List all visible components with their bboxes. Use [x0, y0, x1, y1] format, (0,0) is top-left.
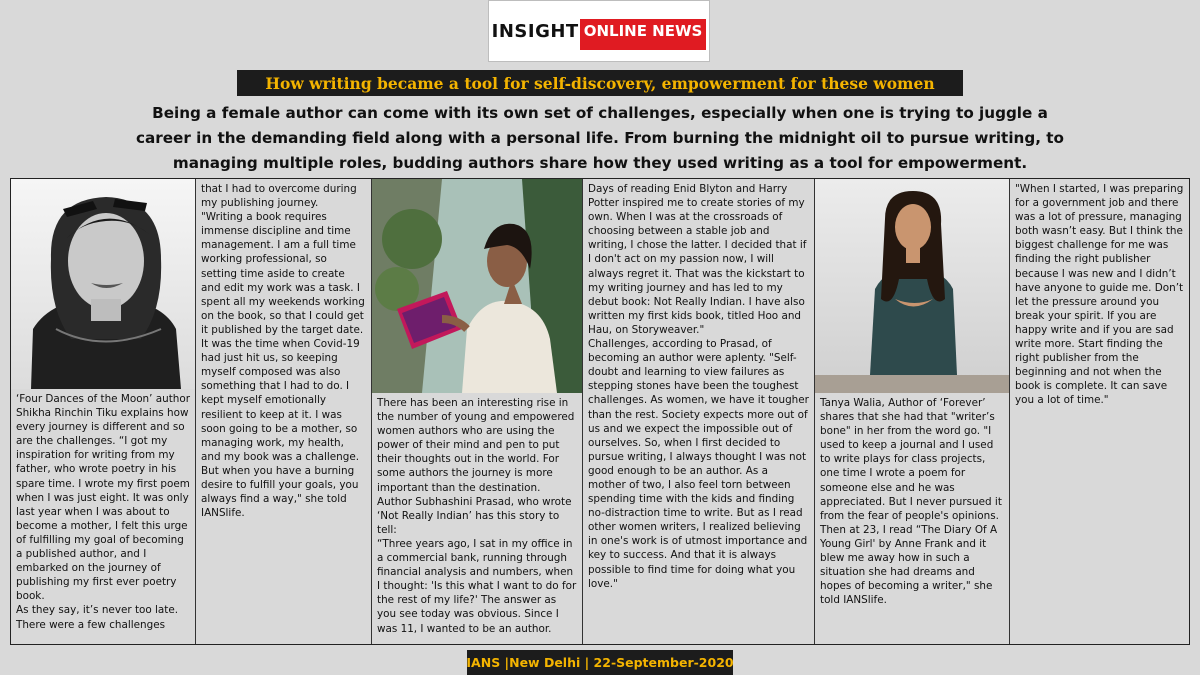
logo-text-insight: INSIGHT — [491, 20, 579, 42]
column-2 — [196, 179, 372, 644]
author-photo-tanya — [815, 179, 1009, 393]
column-2-text: that I had to overcome during my publishing journey. "Writing a book requires immense discipline and time management. I am a full time working professional, so setting time aside to create and edit my work was a task. I spent all my weekends working on the book, so that I could get it published by the target date. It was the time when Covid-19 had just hit us, so keeping myself composed was also something that I had to do. I kept myself emotionally resilient to keep at it. I was soon going to be a mother, so managing work, my health, and my book was a challenge. But when you have a burning desire to fulfill your goals, you always find a way," she told IANSlife. — [201, 183, 365, 520]
column-1-text: ‘Four Dances of the Moon’ author Shikha Rinchin Tiku explains how every journey is different and so are the challenges. “I got my inspiration for writing from my father, who wrote poetry in his spare time. I wrote my first poem when I was just eight. It was only last year when I was about to become a mother, I felt this urge of fulfilling my goal of becoming a published author, and I embarked on the journey of publishing my first ever poetry book. As they say, it’s never too late. There were a few challenges — [16, 393, 190, 631]
article-intro: Being a female author can come with its own set of challenges, especially when one is trying to juggle a career in the demanding field along with a personal life. From burning the midnight oil to pursue writing, to managing multiple roles, budding authors share how they used writing as a tool for empowerment. — [136, 104, 1064, 172]
article-columns — [10, 178, 1190, 645]
portrait-illustration-3 — [815, 179, 1009, 393]
column-5-text: Tanya Walia, Author of ‘Forever’ shares that she had that "writer’s bone" in her from the word go. "I used to keep a journal and I used to write plays for class projects, one time I wrote a poem for someone else and he was appreciated. But I never pursued it from the fear of people's opinions. Then at 23, I read “The Diary Of A Young Girl' by Anne Frank and it blew me away how in such a situation she had dreams and hopes of becoming a writer," she told IANSlife. — [820, 397, 1002, 607]
byline-dateline: IANS |New Delhi | 22-September-2020 — [467, 650, 733, 675]
column-3 — [372, 179, 583, 644]
author-photo-shikha — [11, 179, 195, 389]
logo-text-online-news: ONLINE NEWS — [580, 19, 707, 50]
article-headline: How writing became a tool for self-discovery, empowerment for these women — [237, 70, 963, 96]
author-photo-subhashini — [372, 179, 582, 393]
column-1 — [11, 179, 196, 644]
publication-logo — [488, 0, 710, 62]
portrait-illustration-2 — [372, 179, 582, 393]
portrait-illustration-1 — [11, 179, 195, 389]
column-6-text: "When I started, I was preparing for a government job and there was a lot of pressure, managing both wasn’t easy. But I think the biggest challenge for me was finding the right publisher because I was new and I didn’t have anyone to guide me. Don’t let the pressure around you break your spirit. If you are happy write and if you are sad write more. Start finding the right publisher from the beginning and not when the book is complete. It can save you a lot of time." — [1015, 183, 1184, 407]
column-5 — [815, 179, 1010, 644]
column-4-text: Days of reading Enid Blyton and Harry Potter inspired me to create stories of my own. When I was at the crossroads of choosing between a stable job and writing, I chose the latter. I decided that if I don't act on my passion now, I will always regret it. That was the kickstart to my writing journey and has led to my debut book: Not Really Indian. I have also written my first kids book, titled Hoo and Hau, on Storyweaver." Challenges, according to Prasad, of becoming an author were aplenty. "Self-doubt and learning to view failures as stepping stones have been the toughest challenges. As women, we have it tougher than the rest. Society expects more out of us and we expect the impossible out of ourselves. So, when I first decided to pursue writing, I always thought I was not good enough to be an author. As a mother of two, I also feel torn between spending time with the kids and finding no-distraction time to write. But as I read other women writers, I realized believing in one's work is of utmost importance and key to success. And that it is always possible to find time for doing what you love." — [588, 183, 809, 590]
column-4 — [583, 179, 815, 644]
column-6 — [1010, 179, 1189, 644]
column-3-text: There has been an interesting rise in the number of young and empowered women authors who are using the power of their mind and pen to put their thoughts out in the world. For some authors the journey is more important than the destination. Author Subhashini Prasad, who wrote ‘Not Really Indian’ has this story to tell: “Three years ago, I sat in my office in a commercial bank, running through financial analysis and numbers, when I thought: 'Is this what I want to do for the rest of my life?' The answer as you see today was obvious. Since I was 11, I wanted to be an author. — [377, 397, 577, 635]
